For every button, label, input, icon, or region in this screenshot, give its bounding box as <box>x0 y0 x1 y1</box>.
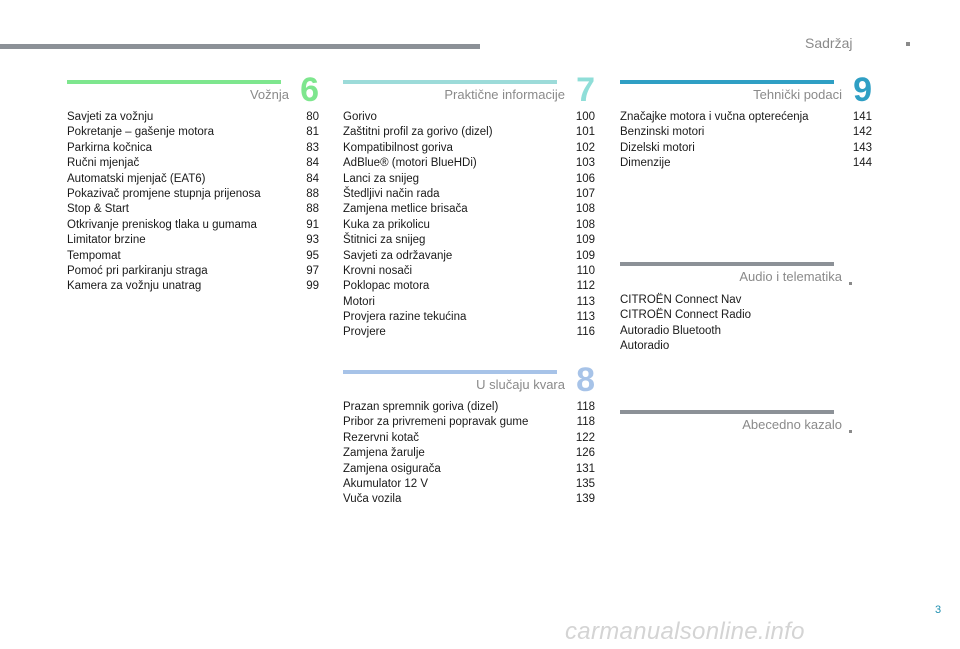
entry-label: Savjeti za vožnju <box>67 111 154 123</box>
entry-label: Akumulator 12 V <box>343 477 429 490</box>
section-dot <box>849 430 852 433</box>
toc-entry[interactable] <box>67 187 319 202</box>
section-title: Vožnja <box>249 87 289 102</box>
toc-entry[interactable] <box>343 187 595 202</box>
entry-page: 109 <box>575 234 595 247</box>
section-title: Audio i telematika <box>739 269 842 284</box>
section-header <box>620 71 872 110</box>
entry-label: Pribor za privremeni popravak gume <box>343 416 529 429</box>
section-tehnicki-podaci <box>620 71 872 172</box>
toc-entry[interactable] <box>620 293 872 308</box>
toc-entry[interactable] <box>343 415 595 430</box>
toc-entry[interactable] <box>343 492 595 507</box>
toc-entry[interactable] <box>343 249 595 264</box>
section-title: Praktične informacije <box>444 87 565 102</box>
entry-page: 84 <box>306 172 319 185</box>
entry-label: Poklopac motora <box>343 280 430 293</box>
toc-entry[interactable] <box>67 141 319 156</box>
entry-page: 88 <box>306 203 319 216</box>
entry-label: Prazan spremnik goriva (dizel) <box>343 401 499 413</box>
toc-entry[interactable] <box>343 310 595 325</box>
section-vožnja <box>67 71 319 295</box>
entry-label: Provjere <box>343 326 386 339</box>
section-prakticne-informacije <box>343 71 595 341</box>
entry-label: Autoradio Bluetooth <box>620 324 722 337</box>
entry-label: Lanci za snijeg <box>343 172 420 185</box>
entry-label: Gorivo <box>343 111 377 123</box>
entry-label: Zaštitni profil za gorivo (dizel) <box>343 126 493 139</box>
entry-page: 99 <box>306 280 319 293</box>
entry-page: 144 <box>852 157 872 170</box>
entry-page: 118 <box>576 401 595 413</box>
toc-entry[interactable] <box>343 431 595 446</box>
entry-label: Pokazivač promjene stupnja prijenosa <box>67 187 261 200</box>
toc-entry[interactable] <box>67 202 319 217</box>
entry-page: 113 <box>576 295 595 308</box>
section-bar <box>343 370 557 374</box>
entry-page: 112 <box>576 280 595 293</box>
entry-label: Autoradio <box>620 340 670 353</box>
entry-label: Otkrivanje preniskog tlaka u gumama <box>67 218 257 231</box>
section-title: Abecedno kazalo <box>742 417 842 432</box>
section-title: U slučaju kvara <box>476 377 565 392</box>
entry-page: 116 <box>576 326 595 339</box>
entry-label: Štedljivi način rada <box>343 187 440 200</box>
entry-label: Limitator brzine <box>67 234 146 247</box>
entry-label: Tempomat <box>67 249 121 262</box>
entry-label: Kamera za vožnju unatrag <box>67 280 202 293</box>
entry-label: Dimenzije <box>620 157 671 170</box>
toc-entry[interactable] <box>67 172 319 187</box>
entry-label: Štitnici za snijeg <box>343 234 426 247</box>
entry-page: 110 <box>576 264 595 277</box>
entry-page: 108 <box>575 203 595 216</box>
section-number: 8 <box>576 361 595 399</box>
toc-entry[interactable] <box>620 324 872 339</box>
section-u-slucaju-kvara <box>343 361 595 508</box>
entry-page: 100 <box>575 111 595 123</box>
entry-label: Savjeti za održavanje <box>343 249 453 262</box>
section-abecedno-kazalo <box>620 410 872 440</box>
toc-entry[interactable] <box>67 156 319 171</box>
toc-entry[interactable] <box>67 218 319 233</box>
section-header <box>67 71 319 110</box>
section-header <box>343 71 595 110</box>
entry-label: Kompatibilnost goriva <box>343 141 453 154</box>
entry-label: Pomoć pri parkiranju straga <box>67 264 208 277</box>
watermark: carmanualsonline.info <box>565 618 805 645</box>
toc-entry[interactable] <box>620 110 872 125</box>
entry-label: CITROËN Connect Nav <box>620 294 742 306</box>
section-number: 9 <box>853 71 872 109</box>
section-audio-i-telematika <box>620 262 872 355</box>
entry-list <box>620 110 872 172</box>
toc-entry[interactable] <box>343 218 595 233</box>
entry-label: CITROËN Connect Radio <box>620 309 752 322</box>
entry-page: 106 <box>575 172 595 185</box>
entry-label: Stop & Start <box>67 203 130 216</box>
entry-label: Kuka za prikolicu <box>343 218 430 231</box>
entry-page: 83 <box>306 141 319 154</box>
section-number: 7 <box>576 71 595 109</box>
toc-entry[interactable] <box>343 279 595 294</box>
entry-label: Motori <box>343 295 375 308</box>
toc-entry[interactable] <box>343 325 595 340</box>
section-bar <box>620 262 834 266</box>
entry-page: 141 <box>852 111 872 123</box>
toc-entry[interactable] <box>67 125 319 140</box>
entry-page: 102 <box>575 141 595 154</box>
entry-page: 103 <box>575 157 595 170</box>
toc-entry[interactable] <box>620 141 872 156</box>
section-title: Tehnički podaci <box>753 87 842 102</box>
toc-entry[interactable] <box>343 233 595 248</box>
toc-entry[interactable] <box>343 400 595 415</box>
toc-entry[interactable] <box>343 110 595 125</box>
entry-page: 97 <box>306 264 319 277</box>
toc-entry[interactable] <box>343 462 595 477</box>
toc-entry[interactable] <box>67 279 319 294</box>
entry-label: Zamjena metlice brisača <box>343 203 468 216</box>
toc-entry[interactable] <box>343 202 595 217</box>
entry-page: 142 <box>852 126 872 139</box>
entry-label: Rezervni kotač <box>343 431 420 444</box>
entry-page: 126 <box>575 447 595 460</box>
section-bar <box>620 80 834 84</box>
section-dot <box>849 282 852 285</box>
page-number: 3 <box>935 604 942 616</box>
entry-label: Zamjena osigurača <box>343 462 441 475</box>
entry-page: 107 <box>575 187 595 200</box>
entry-page: 101 <box>575 126 595 139</box>
entry-label: Zamjena žarulje <box>343 447 425 460</box>
header-dot <box>906 42 910 46</box>
toc-entry[interactable] <box>620 339 872 354</box>
entry-label: Značajke motora i vučna opterećenja <box>620 111 809 123</box>
entry-page: 91 <box>306 218 319 231</box>
section-header <box>620 410 872 440</box>
toc-entry[interactable] <box>67 110 319 125</box>
entry-label: Vuča vozila <box>343 493 402 506</box>
entry-page: 80 <box>306 111 319 123</box>
header-label: Sadržaj <box>805 35 853 51</box>
entry-page: 118 <box>576 416 595 429</box>
entry-label: Ručni mjenjač <box>67 157 140 170</box>
entry-page: 122 <box>575 431 595 444</box>
entry-page: 131 <box>575 462 595 475</box>
toc-entry[interactable] <box>67 249 319 264</box>
toc-entry[interactable] <box>343 156 595 171</box>
entry-page: 109 <box>575 249 595 262</box>
entry-list <box>343 400 595 508</box>
entry-list <box>67 110 319 295</box>
entry-page: 95 <box>306 249 319 262</box>
entry-label: Pokretanje – gašenje motora <box>67 126 215 139</box>
toc-entry[interactable] <box>620 308 872 323</box>
toc-entry[interactable] <box>343 295 595 310</box>
section-header <box>343 361 595 400</box>
toc-entry[interactable] <box>343 141 595 156</box>
section-bar <box>343 80 557 84</box>
entry-label: Parkirna kočnica <box>67 141 153 154</box>
entry-label: Provjera razine tekućina <box>343 311 467 324</box>
toc-entry[interactable] <box>67 233 319 248</box>
entry-page: 88 <box>306 187 319 200</box>
toc-entry[interactable] <box>343 477 595 492</box>
toc-entry[interactable] <box>620 156 872 171</box>
toc-entry[interactable] <box>343 172 595 187</box>
toc-entry[interactable] <box>620 125 872 140</box>
section-number: 6 <box>300 71 319 109</box>
entry-label: Krovni nosači <box>343 264 413 277</box>
entry-page: 113 <box>576 311 595 324</box>
entry-label: Benzinski motori <box>620 126 705 139</box>
entry-page: 139 <box>575 493 595 506</box>
toc-entry[interactable] <box>343 125 595 140</box>
entry-page: 81 <box>306 126 319 139</box>
entry-label: AdBlue® (motori BlueHDi) <box>343 157 477 170</box>
top-bar <box>0 44 480 49</box>
toc-entry[interactable] <box>343 446 595 461</box>
entry-page: 108 <box>575 218 595 231</box>
entry-list <box>343 110 595 341</box>
toc-entry[interactable] <box>67 264 319 279</box>
entry-page: 84 <box>306 157 319 170</box>
section-header <box>620 262 872 292</box>
entry-list <box>620 292 872 355</box>
toc-entry[interactable] <box>343 264 595 279</box>
section-bar <box>67 80 281 84</box>
entry-page: 93 <box>306 234 319 247</box>
entry-label: Automatski mjenjač (EAT6) <box>67 172 206 185</box>
section-bar <box>620 410 834 414</box>
entry-page: 143 <box>852 141 872 154</box>
entry-page: 135 <box>575 477 595 490</box>
entry-label: Dizelski motori <box>620 141 695 154</box>
